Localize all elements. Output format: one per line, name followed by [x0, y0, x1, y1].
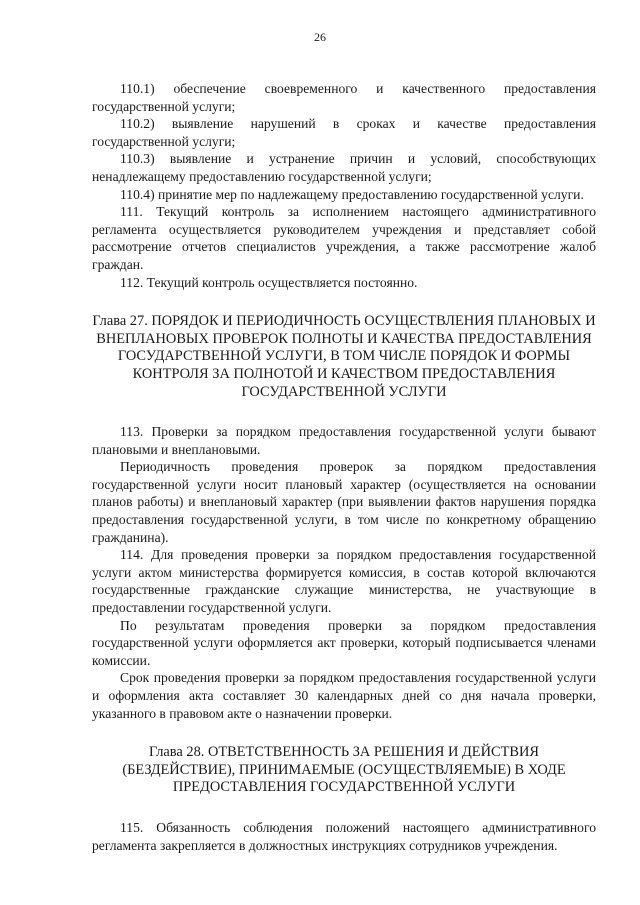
chapter-28-heading: Глава 28. ОТВЕТСТВЕННОСТЬ ЗА РЕШЕНИЯ И ДЕЙСТВИЯ (БЕЗДЕЙСТВИЕ), ПРИНИМАЕМЫЕ (ОСУЩЕСТВЛЯЕМЫЕ) В ХОДЕ ПРЕДОСТАВЛЕНИЯ ГОСУДАРСТВЕННОЙ УСЛУГИ	[122, 744, 566, 796]
paragraph-periodicity: Периодичность проведения проверок за порядком предоставления государственной услуги носит плановый характер (осуществляется на основании планов работы) и внеплановый характер (при выявлении фактов нарушения порядка предоставления государственной услуги, в том числе по конкретному обращению гражданина).	[92, 459, 596, 545]
chapter-27-heading: Глава 27. ПОРЯДОК И ПЕРИОДИЧНОСТЬ ОСУЩЕСТВЛЕНИЯ ПЛАНОВЫХ И ВНЕПЛАНОВЫХ ПРОВЕРОК ПОЛНОТЫ И КАЧЕСТВА ПРЕДОСТАВЛЕНИЯ ГОСУДАРСТВЕННОЙ УСЛУГИ, В ТОМ ЧИСЛЕ ПОРЯДОК И ФОРМЫ КОНТРОЛЯ ЗА ПОЛНОТОЙ И КАЧЕСТВОМ ПРЕДОСТАВЛЕНИЯ ГОСУДАРСТВЕННОЙ УСЛУГИ	[92, 313, 596, 400]
page-number: 26	[314, 30, 326, 44]
paragraph-110-1: 110.1) обеспечение своевременного и качественного предоставления государственной услуги;	[92, 81, 596, 114]
paragraph-110-3: 110.3) выявление и устранение причин и условий, способствующих ненадлежащему предоставлению государственной услуги;	[92, 151, 596, 184]
paragraph-110-2: 110.2) выявление нарушений в сроках и качестве предоставления государственной услуги;	[92, 116, 596, 149]
paragraph-112: 112. Текущий контроль осуществляется постоянно.	[120, 274, 418, 290]
paragraph-113: 113. Проверки за порядком предоставления государственной услуги бывают плановыми и внеплановыми.	[92, 424, 596, 457]
paragraph-115: 115. Обязанность соблюдения положений настоящего административного регламента закрепляется в должностных инструкциях сотрудников учреждения.	[92, 819, 596, 853]
paragraph-110-4: 110.4) принятие мер по надлежащему предоставлению государственной услуги.	[120, 186, 584, 202]
paragraph-results: По результатам проведения проверки за порядком предоставления государственной услуги оформляется акт проверки, который подписывается членами комиссии.	[92, 617, 596, 668]
paragraph-114: 114. Для проведения проверки за порядком предоставления государственной услуги актом министерства формируется комиссия, в состав которой включаются государственные гражданские служащие министерства, не участвующие в предоставлении государственной услуги.	[92, 547, 596, 616]
document-body	[92, 80, 596, 854]
paragraph-111: 111. Текущий контроль за исполнением настоящего административного регламента осуществляется руководителем учреждения и представляет собой рассмотрение отчетов специалистов учреждения, а также рассмотрение жалоб граждан.	[92, 204, 596, 272]
paragraph-deadline: Срок проведения проверки за порядком предоставления государственной услуги и оформления акта составляет 30 календарных дней со дня начала проверки, указанного в правовом акте о назначении проверки.	[92, 670, 596, 721]
